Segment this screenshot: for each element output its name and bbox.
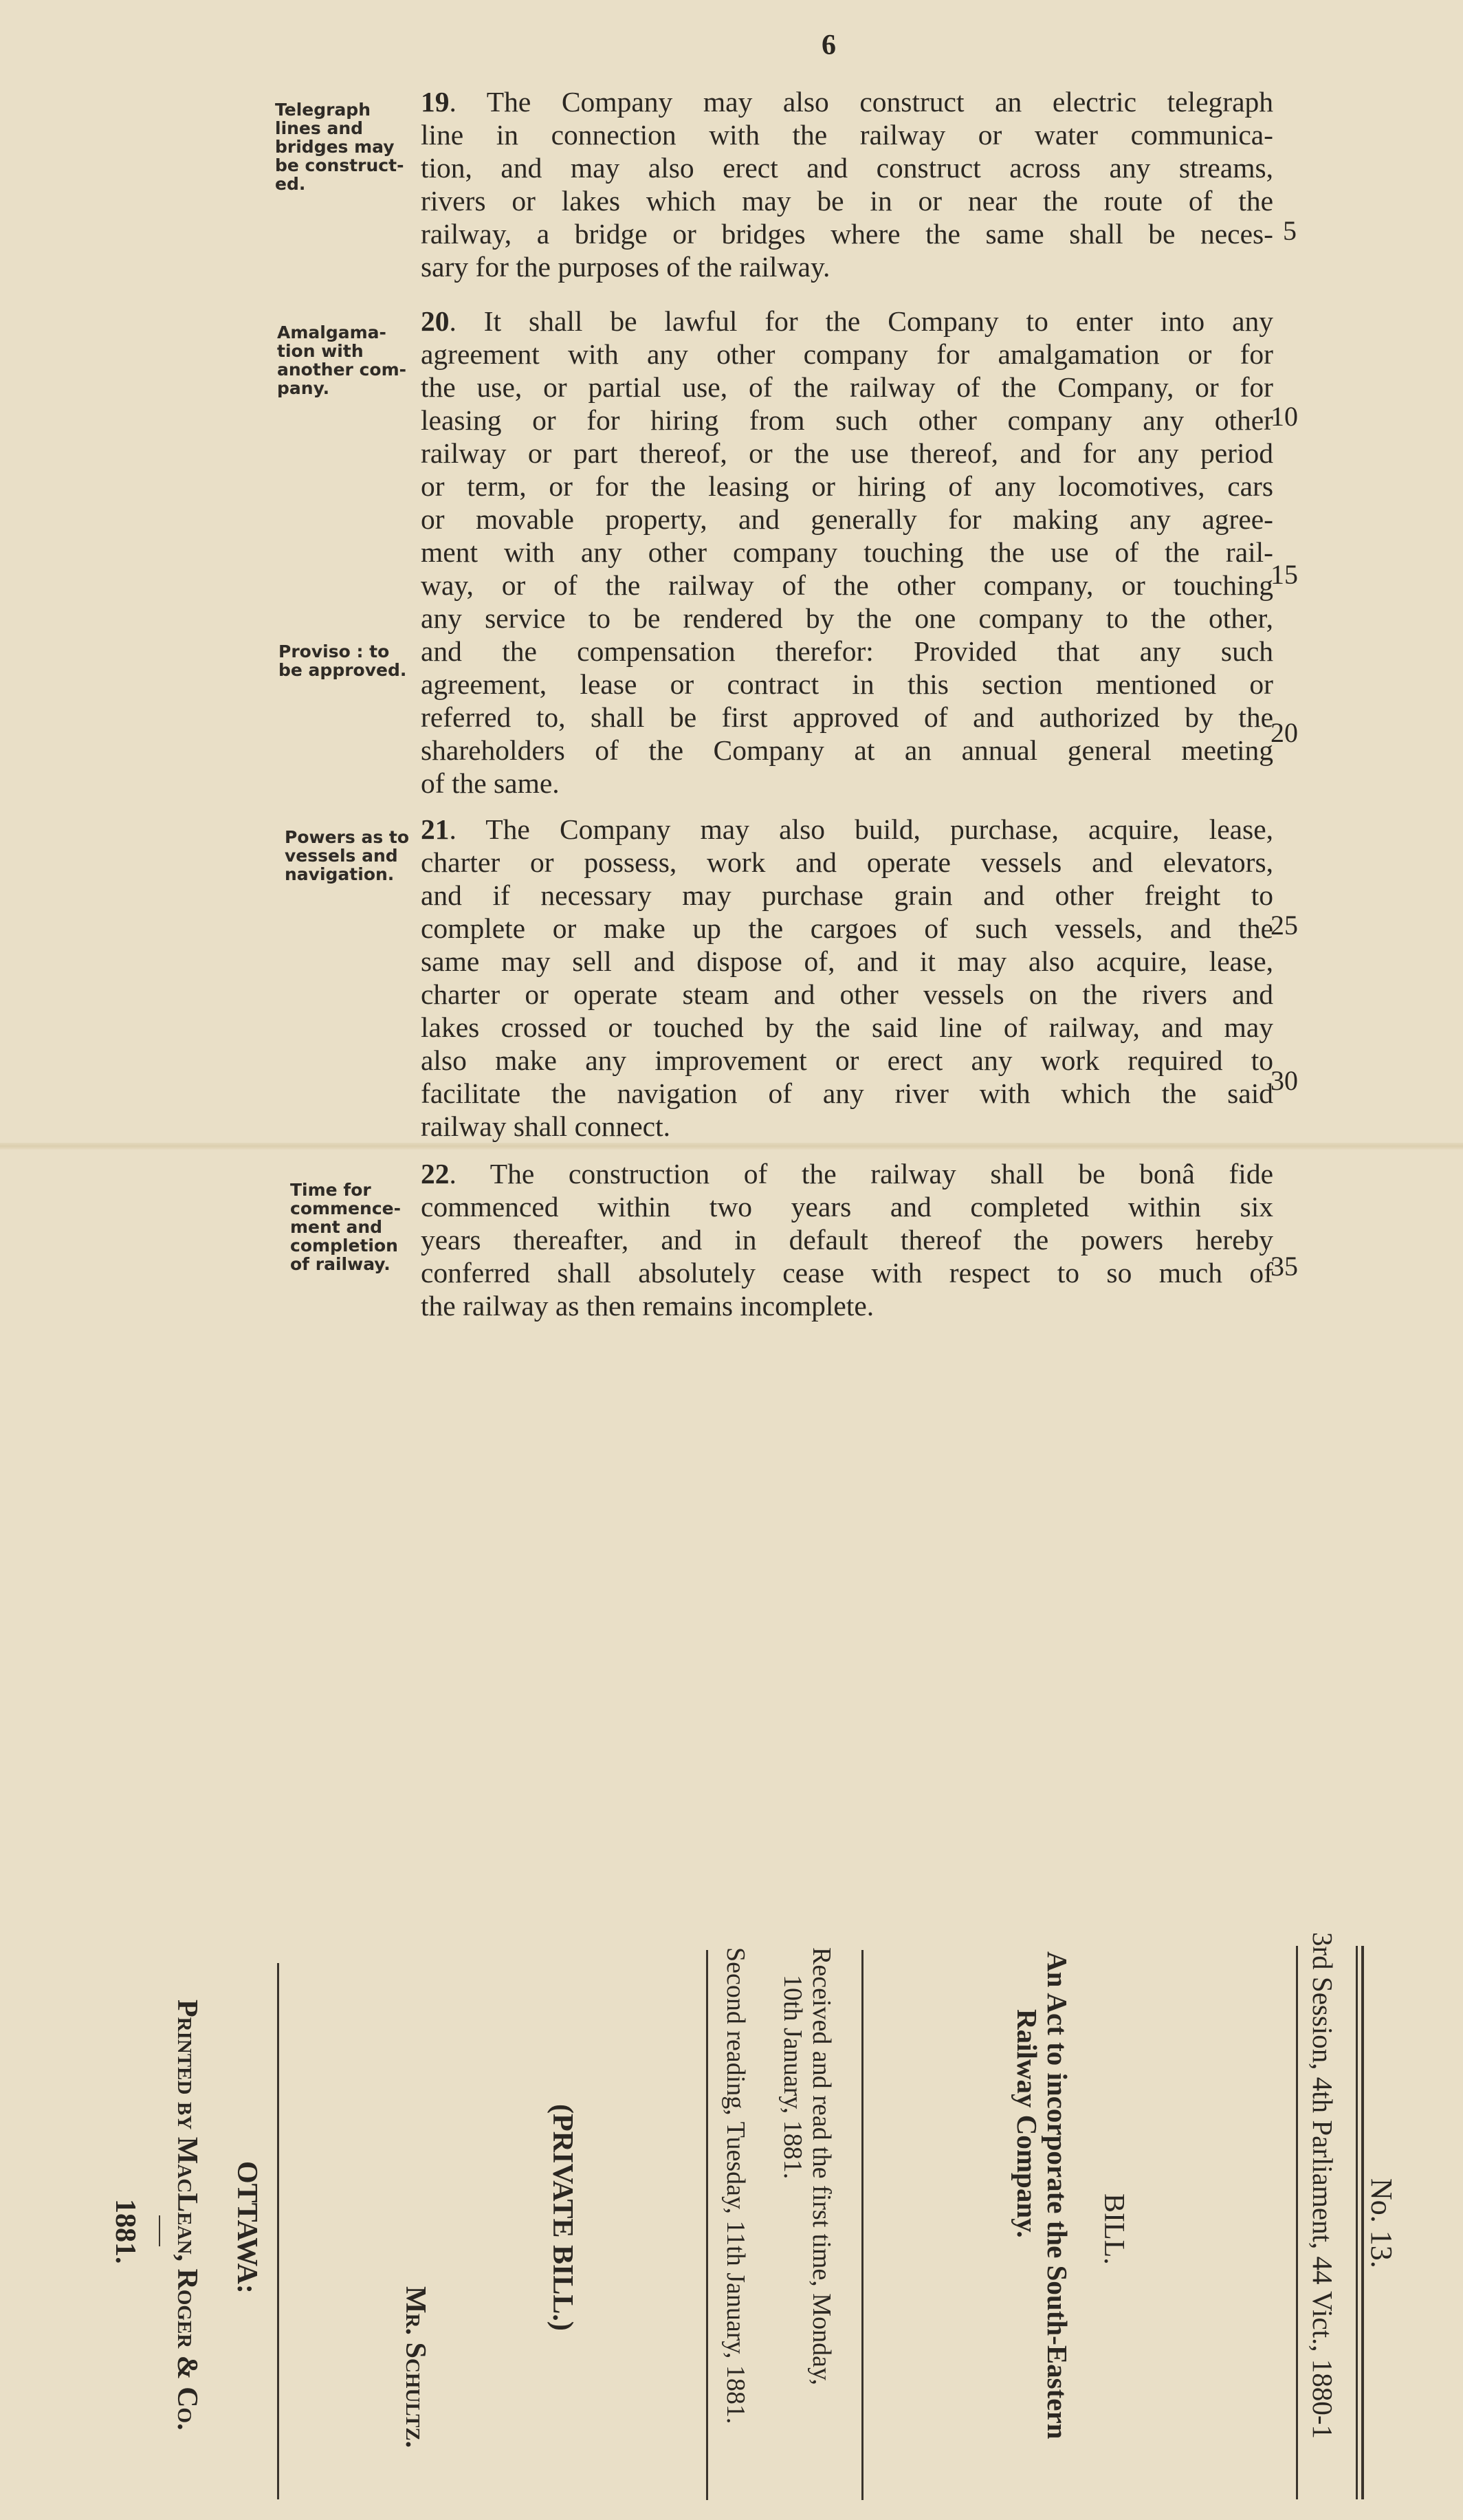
second-reading-line: Second reading, Tuesday, 11th January, 1881. [721,1947,750,2424]
session-line: 3rd Session, 4th Parliament, 44 Vict., 1880-1 [1307,1932,1339,2439]
endorsement-rule [861,1950,864,2500]
section-number: 19 [421,86,450,118]
endorsement-rule [1356,1946,1358,2499]
received-line: Received and read the first time, Monday, [807,1947,836,2385]
printer-line: Printed by MacLean, Roger & Co. [171,1999,203,2431]
section-line: leasing or for hiring from such other company any other [421,404,1273,436]
section-line: commenced within two years and completed within six [421,1191,1273,1223]
section-line: conferred shall absolutely cease with respect to so much of [421,1257,1273,1289]
line-number: 10 [1270,401,1298,432]
section-line: or movable property, and generally for making any agree- [421,503,1273,535]
sponsor-name: Mr. Schultz. [399,2286,431,2448]
section-line: the railway as then remains incomplete. [421,1290,874,1322]
page-number: 6 [822,30,836,61]
endorsement-rule [706,1950,708,2500]
section-line: sary for the purposes of the railway. [421,251,830,283]
section-line: agreement, lease or contract in this section mentioned or [421,668,1273,700]
section-line: line in connection with the railway or water communica- [421,119,1273,151]
line-number: 35 [1270,1251,1298,1282]
section-line: shareholders of the Company at an annual general meeting [421,734,1273,766]
bill-number: No. 13. [1365,2178,1398,2268]
section-21 [421,813,1273,1143]
sidenote-telegraph: Telegraph lines and bridges may be construct- ed. [275,100,404,194]
section-line: lakes crossed or touched by the said line of railway, and may [421,1011,1273,1043]
line-number: 25 [1270,910,1298,941]
section-line: same may sell and dispose of, and it may also acquire, lease, [421,945,1273,977]
section-line: referred to, shall be first approved of and authorized by the [421,701,1273,733]
section-line: also make any improvement or erect any work required to [421,1044,1273,1076]
endorsement-rule [1296,1946,1298,2499]
line-number: 20 [1270,717,1298,748]
section-line: railway shall connect. [421,1110,670,1142]
sidenote-vessels: Powers as to vessels and navigation. [285,827,410,884]
section-number: 21 [421,813,450,845]
section-line: years thereafter, and in default thereof the powers hereby [421,1224,1273,1256]
section-number: 20 [421,305,450,337]
line-number: 30 [1270,1065,1298,1096]
received-line: 10th January, 1881. [778,1975,807,2180]
section-line: and if necessary may purchase grain and other freight to [421,879,1273,911]
section-line: charter or possess, work and operate vessels and elevators, [421,846,1273,878]
sidenote-proviso: Proviso : to be approved. [278,642,407,680]
place: OTTAWA: [231,2161,263,2294]
section-line: agreement with any other company for amalgamation or for [421,338,1273,370]
section-line: or term, or for the leasing or hiring of any locomotives, cars [421,470,1273,502]
line-number: 15 [1270,559,1298,590]
section-line: facilitate the navigation of any river with which the said [421,1077,1273,1109]
section-line: of the same. [421,767,560,799]
year: 1881. [109,2199,141,2264]
bill-title: An Act to incorporate the South-Eastern [1042,1951,1073,2440]
section-line: 20. It shall be lawful for the Company to enter into any [421,305,1273,337]
endorsement-rule [277,1963,279,2499]
section-line: railway or part thereof, or the use thereof, and for any period [421,437,1273,469]
sidenote-time: Time for commence- ment and completion of railway. [290,1180,401,1274]
section-line: 21. The Company may also build, purchase, acquire, lease, [421,813,1273,845]
section-number: 22 [421,1158,450,1190]
section-22 [421,1157,1273,1322]
section-line: rivers or lakes which may be in or near the route of the [421,185,1273,217]
section-line: railway, a bridge or bridges where the same shall be neces- [421,218,1273,250]
section-line: tion, and may also erect and construct across any streams, [421,152,1273,184]
endorsement-rule-short [159,2215,160,2246]
section-20 [421,305,1273,800]
page-fold [0,1143,1463,1150]
section-line: the use, or partial use, of the railway of the Company, or for [421,371,1273,403]
private-bill-label: (PRIVATE BILL.) [547,2104,578,2331]
line-number: 5 [1283,215,1297,246]
section-line: complete or make up the cargoes of such vessels, and the [421,912,1273,944]
section-line: 22. The construction of the railway shall be bonâ fide [421,1158,1273,1190]
section-line: and the compensation therefor: Provided that any such [421,635,1273,667]
endorsement-rule [1361,1946,1364,2499]
sidenote-amalgamation: Amalgama- tion with another com- pany. [277,322,407,398]
section-line: ment with any other company touching the use of the rail- [421,536,1273,568]
section-line: any service to be rendered by the one company to the other, [421,602,1273,634]
bill-label: BILL. [1098,2193,1130,2265]
section-line: 19. The Company may also construct an electric telegraph [421,86,1273,118]
bill-title: Railway Company. [1011,2009,1043,2238]
section-line: way, or of the railway of the other company, or touching [421,569,1273,601]
section-line: charter or operate steam and other vessels on the rivers and [421,978,1273,1010]
section-19 [421,85,1273,283]
